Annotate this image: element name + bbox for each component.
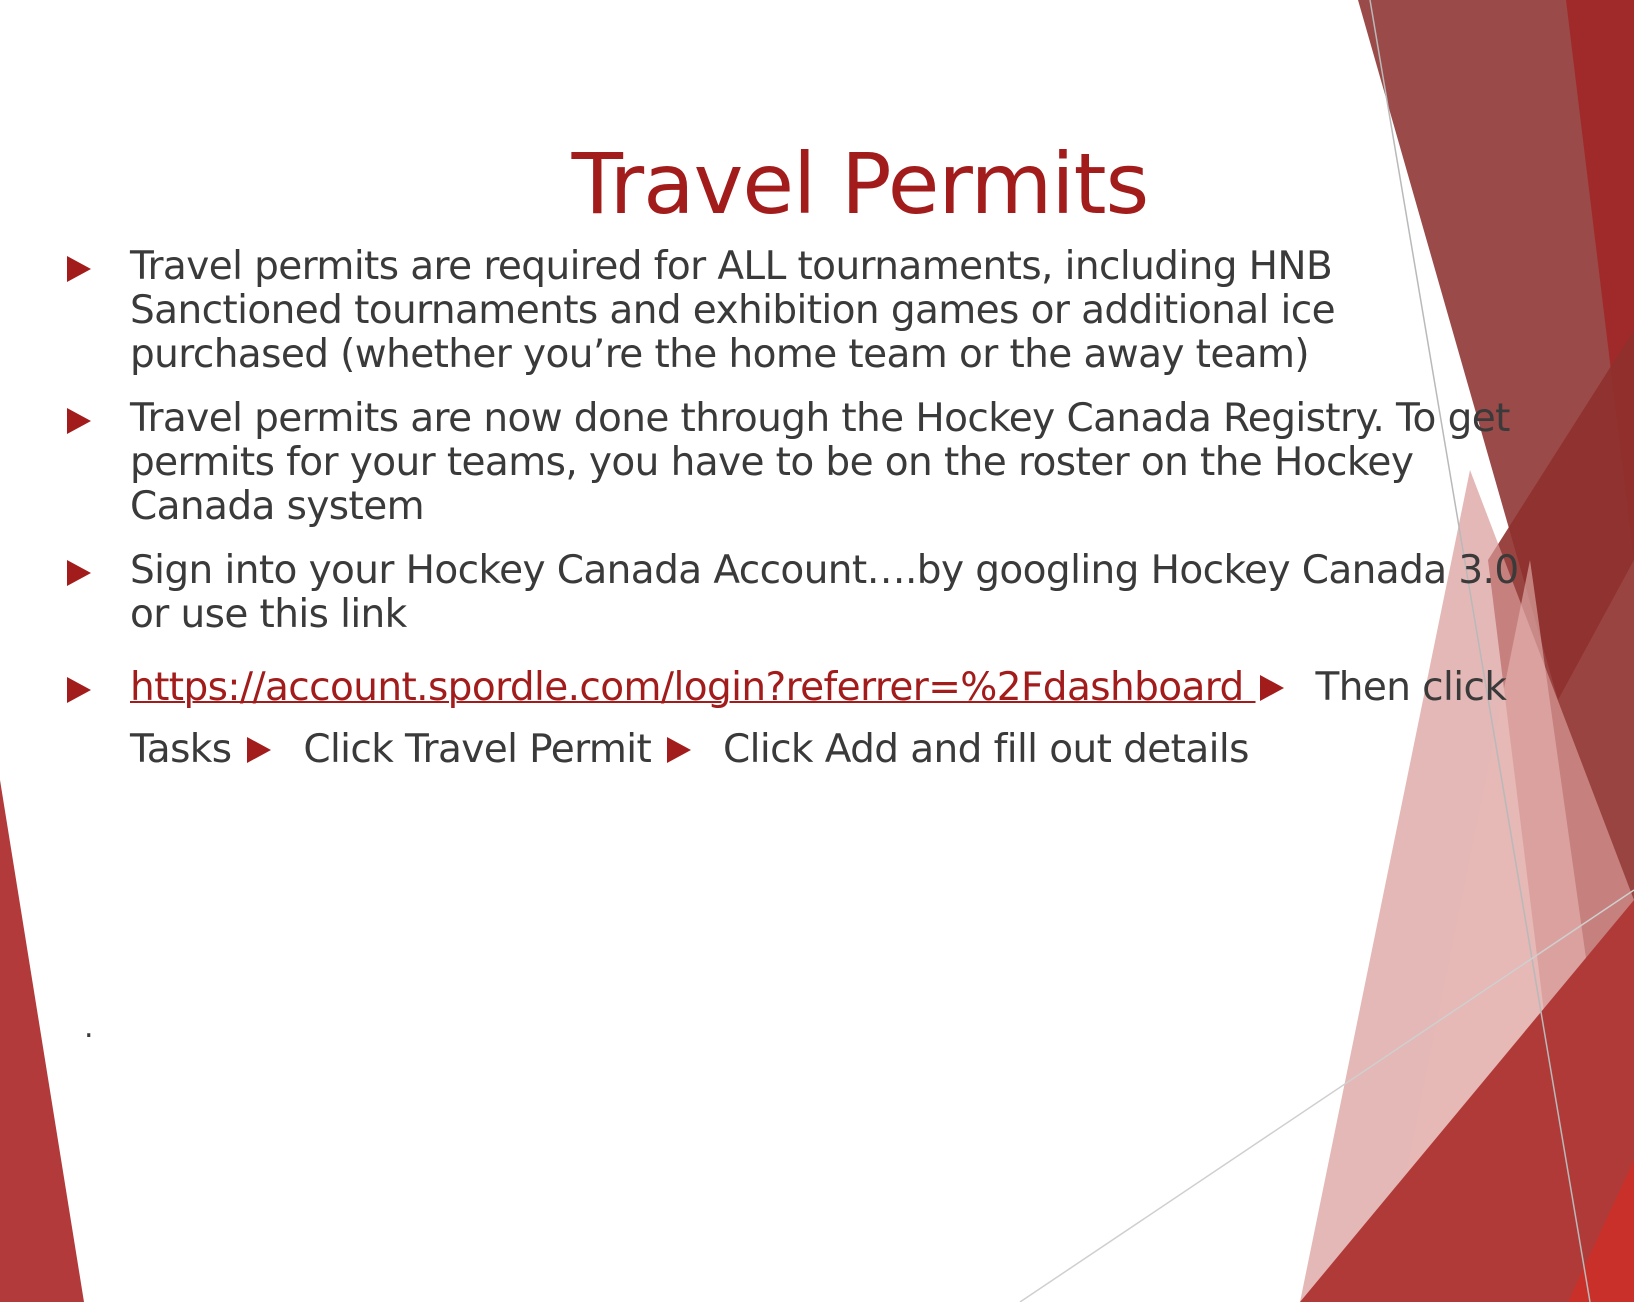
step-tasks: Tasks [130,727,232,772]
bullet-text: Sign into your Hockey Canada Account….by googling Hockey Canada 3.0 or use this link [130,548,1519,637]
bullet-list [60,245,1540,801]
bullet-item [60,397,1540,529]
bullet-item [60,549,1540,637]
left-red-wedge [0,780,84,1302]
bullet-arrow-icon [67,408,91,434]
step-arrow-icon [247,737,271,763]
bullet-arrow-icon [67,256,91,282]
bullet-text: Travel permits are now done through the Hockey Canada Registry. To get permits for your teams, you have to be on the roster on the Hockey Canada system [130,396,1510,529]
bullet-text: Travel permits are required for ALL tournaments, including HNB Sanctioned tournaments and exhibition games or additional ice purchased (whether you’re the home team or the away team) [130,244,1336,377]
step-arrow-icon [1260,675,1284,701]
step-arrow-icon [667,737,691,763]
bullet-arrow-icon [67,677,91,703]
spordle-login-link[interactable]: https://account.spordle.com/login?referrer=%2Fdashboard [130,665,1256,710]
step-then-click: Then click [1315,665,1507,710]
step-click-add: Click Add and fill out details [722,727,1249,772]
bullet-item [60,245,1540,377]
slide-title: Travel Permits [571,135,1149,233]
link-bullet-item [60,657,1540,781]
step-click-travel-permit: Click Travel Permit [303,727,652,772]
stray-dot: . [84,1010,94,1045]
bullet-arrow-icon [67,560,91,586]
